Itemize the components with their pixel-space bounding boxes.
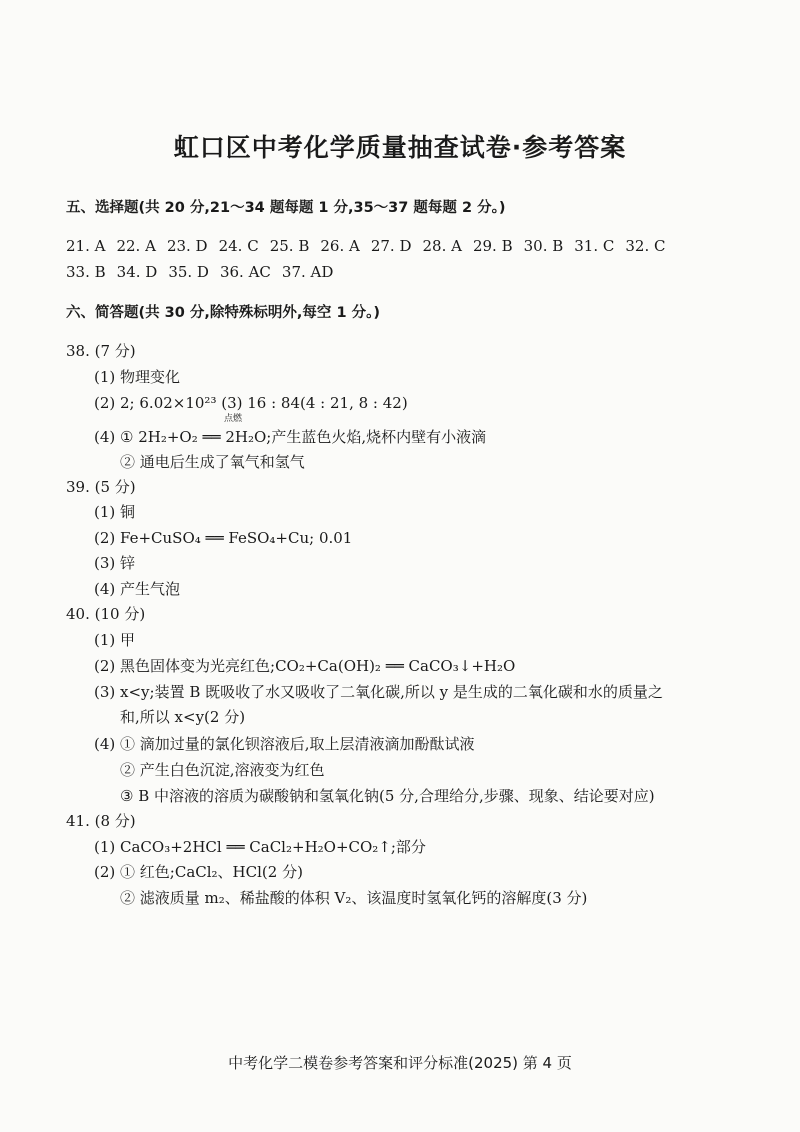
page-title: 虹口区中考化学质量抽查试卷·参考答案	[173, 133, 627, 162]
question-38-header: 38. (7 分)	[66, 342, 136, 360]
answer-item: 34. D	[116, 263, 158, 281]
answer-line: (1) 甲	[94, 631, 136, 649]
answer-line: 和,所以 x<y(2 分)	[120, 708, 246, 726]
question-40-header: 40. (10 分)	[66, 605, 146, 623]
answer-item: 21. A	[66, 237, 106, 255]
reaction-condition-label: 点燃	[224, 414, 243, 424]
answers-row-1	[66, 236, 676, 256]
question-39-header: 39. (5 分)	[66, 478, 136, 496]
answer-line: (4) 产生气泡	[94, 580, 181, 598]
answer-line: ② 通电后生成了氧气和氢气	[120, 453, 305, 471]
answer-line: (2) 2; 6.02×10²³ (3) 16 : 84(4 : 21, 8 : 42)	[94, 394, 408, 412]
answer-item: 31. C	[574, 237, 615, 255]
answer-line: (2) 黑色固体变为光亮红色;CO₂+Ca(OH)₂ ══ CaCO₃↓+H₂O	[94, 657, 516, 675]
answer-line: (4) ① 2H₂+O₂ ══ 2H₂O;产生蓝色火焰,烧杯内壁有小液滴	[94, 428, 487, 446]
answer-item: 37. AD	[281, 263, 334, 281]
answer-line: (2) Fe+CuSO₄ ══ FeSO₄+Cu; 0.01	[94, 529, 353, 547]
answer-item: 23. D	[166, 237, 208, 255]
answer-line: (1) 物理变化	[94, 368, 181, 386]
answer-line: (3) 锌	[94, 554, 136, 572]
page-footer: 中考化学二模卷参考答案和评分标准(2025) 第 4 页	[228, 1054, 572, 1072]
answer-line: ② 滤液质量 m₂、稀盐酸的体积 V₂、该温度时氢氧化钙的溶解度(3 分)	[120, 889, 588, 907]
section-5-heading: 五、选择题(共 20 分,21～34 题每题 1 分,35～37 题每题 2 分。)	[66, 200, 506, 216]
section-6-heading: 六、简答题(共 30 分,除特殊标明外,每空 1 分。)	[66, 305, 380, 321]
answer-item: 36. AC	[219, 263, 271, 281]
answer-item: 28. A	[422, 237, 462, 255]
answer-item: 27. D	[370, 237, 412, 255]
answer-line: (2) ① 红色;CaCl₂、HCl(2 分)	[94, 863, 303, 881]
answer-line: (4) ① 滴加过量的氯化钡溶液后,取上层清液滴加酚酞试液	[94, 735, 475, 753]
answer-line: (1) 铜	[94, 503, 136, 521]
answer-item: 32. C	[625, 237, 666, 255]
answer-line: (3) x<y;装置 B 既吸收了水又吸收了二氧化碳,所以 y 是生成的二氧化碳和水的质量之	[94, 683, 663, 701]
answer-item: 22. A	[116, 237, 156, 255]
answer-line: ② 产生白色沉淀,溶液变为红色	[120, 761, 325, 779]
answer-item: 26. A	[320, 237, 360, 255]
question-41-header: 41. (8 分)	[66, 812, 136, 830]
answer-item: 24. C	[218, 237, 259, 255]
answer-line: ③ B 中溶液的溶质为碳酸钠和氢氧化钠(5 分,合理给分,步骤、现象、结论要对应)	[120, 787, 655, 805]
answer-item: 25. B	[269, 237, 310, 255]
answer-line: (1) CaCO₃+2HCl ══ CaCl₂+H₂O+CO₂↑;部分	[94, 838, 426, 856]
answers-row-2	[66, 262, 344, 282]
answer-item: 33. B	[66, 263, 106, 281]
answer-item: 30. B	[523, 237, 564, 255]
answer-item: 29. B	[472, 237, 513, 255]
answer-item: 35. D	[168, 263, 209, 281]
